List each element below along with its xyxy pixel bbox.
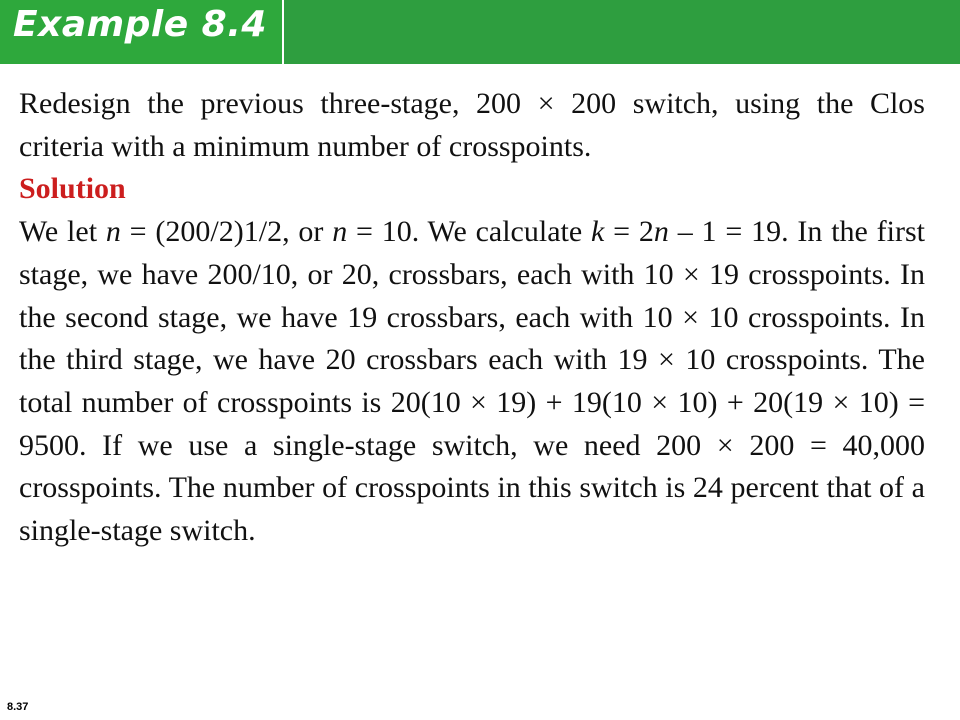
title-box — [0, 0, 284, 64]
slide-content — [19, 83, 925, 553]
solution-text: = 10. We calculate — [347, 215, 591, 249]
solution-text: = (200/2)1/2, or — [120, 215, 333, 249]
variable-n: n — [105, 215, 121, 249]
slide-number: 8.37 — [7, 701, 29, 713]
solution-heading: Solution — [19, 172, 126, 206]
problem-statement: Redesign the previous three-stage, 200 × 200 switch, using the Clos criteria with a minimum number of crosspoints. — [19, 87, 925, 163]
solution-text: = 2 — [604, 215, 654, 249]
variable-n: n — [653, 215, 669, 249]
variable-n: n — [332, 215, 348, 249]
slide-title: Example 8.4 — [13, 4, 267, 45]
variable-k: k — [591, 215, 605, 249]
solution-text: We let — [19, 215, 106, 249]
solution-text: – 1 = 19. In the first stage, we have 200/10, or 20, crossbars, each with 10 × 19 crosspoints. In the second stage, we have 19 crossbars, each with 10 × 10 crosspoints. In the third stage, we have 20 crossbars each with 19 × 10 crosspoints. The total number of crosspoints is 20(10 × 19) + 19(10 × 10) + 20(19 × 10) = 9500. If we use a single-stage switch, we need 200 × 200 = 40,000 crosspoints. The number of crosspoints in this switch is 24 percent that of a single-stage switch. — [19, 215, 926, 548]
solution-paragraph — [19, 211, 925, 553]
